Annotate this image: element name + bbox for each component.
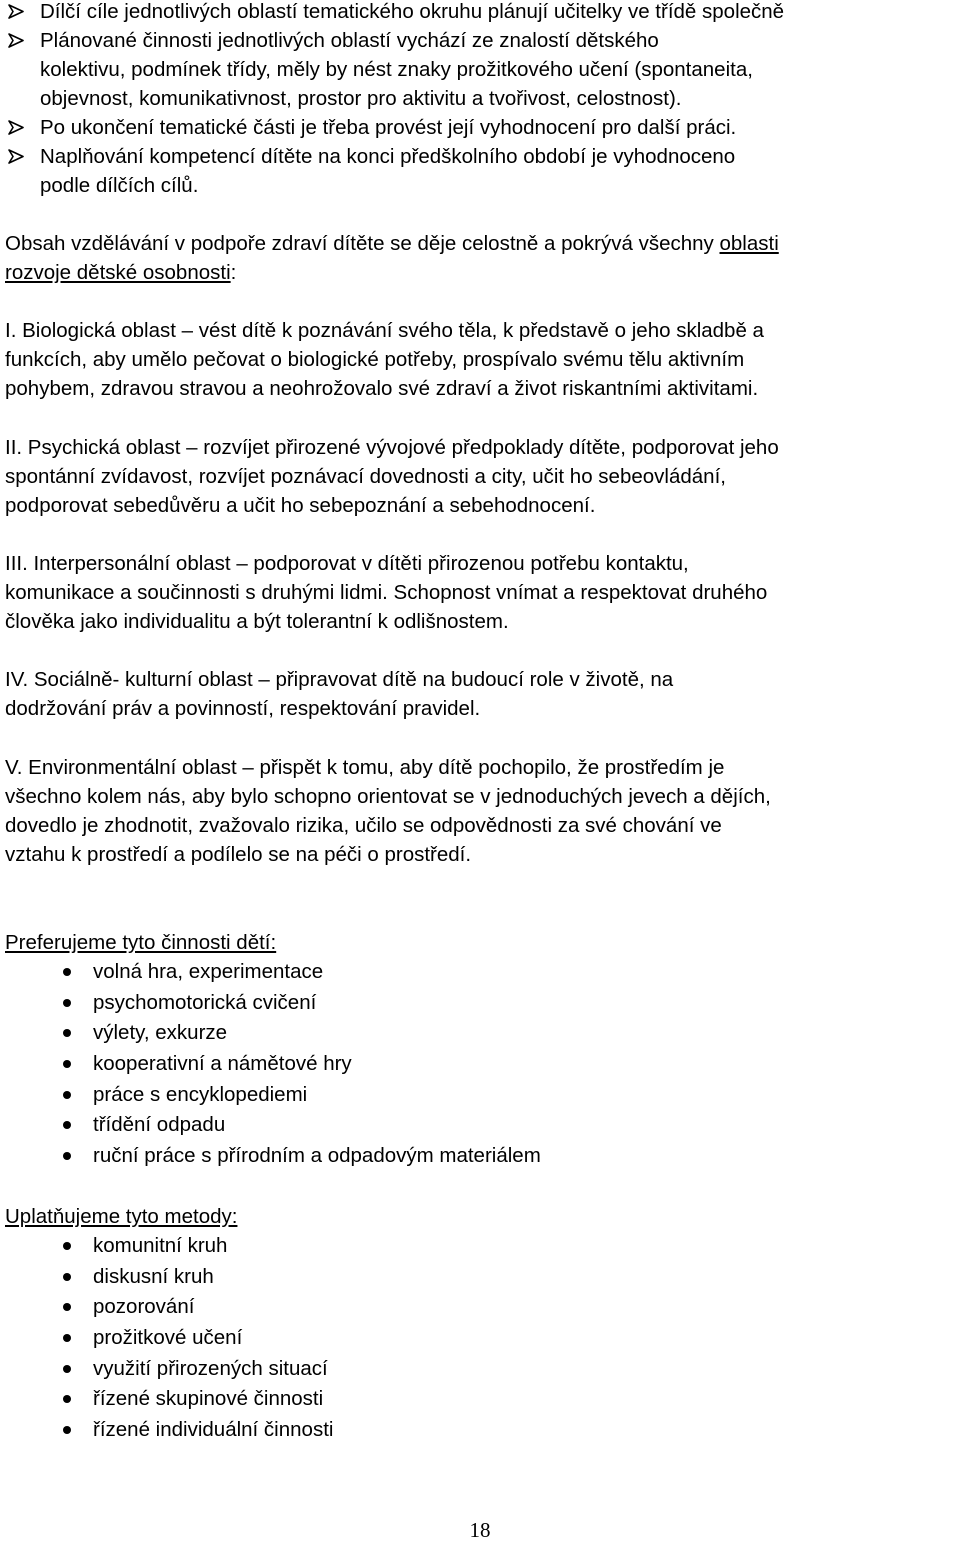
goal-item	[0, 26, 960, 113]
bullet-dot-icon	[63, 968, 71, 976]
area-line: podporovat sebedůvěru a učit ho sebepoznání a sebehodnocení.	[5, 494, 596, 517]
list-item	[0, 1080, 960, 1111]
area-line: člověka jako individualitu a být tolerantní k odlišnostem.	[5, 610, 509, 633]
list-item-label: pozorování	[93, 1295, 195, 1319]
goal-line: Plánované činnosti jednotlivých oblastí vychází ze znalostí dětského	[40, 29, 659, 52]
goal-item	[0, 0, 960, 26]
bullet-dot-icon	[63, 1029, 71, 1037]
list-item-label: práce s encyklopediemi	[93, 1082, 308, 1106]
arrow-bullet-icon	[8, 0, 26, 26]
list-item	[0, 1292, 960, 1323]
intro-paragraph	[5, 229, 960, 287]
list-item	[0, 988, 960, 1019]
area-line: komunikace a součinnosti s druhými lidmi. Schopnost vnímat a respektovat druhého	[5, 581, 768, 604]
goals-list	[0, 0, 960, 200]
list-item	[0, 957, 960, 988]
intro-colon: :	[230, 261, 237, 284]
list-item	[0, 1354, 960, 1385]
list-item	[0, 1141, 960, 1172]
goal-line: kolektivu, podmínek třídy, měly by nést znaky prožitkového učení (spontaneita,	[40, 58, 753, 81]
area-line: I. Biologická oblast – vést dítě k poznávání svého těla, k představě o jeho skladbě a	[5, 319, 764, 342]
arrow-bullet-icon	[8, 113, 26, 142]
list-item-label: řízené individuální činnosti	[93, 1418, 334, 1442]
area-line: spontánní zvídavost, rozvíjet poznávací dovednosti a city, učit ho sebeovládání,	[5, 465, 726, 488]
methods-list	[0, 1231, 960, 1446]
bullet-dot-icon	[63, 1273, 71, 1281]
list-item	[0, 1018, 960, 1049]
intro-text: Obsah vzdělávání v podpoře zdraví dítěte se děje celostně a pokrývá všechny	[5, 232, 720, 255]
goal-item	[0, 113, 960, 142]
area-paragraph-5	[5, 753, 960, 869]
area-line: všechno kolem nás, aby bylo schopno orientovat se v jednoduchých jevech a dějích,	[5, 785, 771, 808]
bullet-dot-icon	[63, 1334, 71, 1342]
area-paragraph-3	[5, 549, 960, 636]
list-item-label: psychomotorická cvičení	[93, 990, 317, 1014]
bullet-dot-icon	[63, 1395, 71, 1403]
list-item-label: ruční práce s přírodním a odpadovým materiálem	[93, 1144, 541, 1168]
activities-list	[0, 957, 960, 1172]
list-item-label: využití přirozených situací	[93, 1356, 328, 1380]
area-paragraph-1	[5, 316, 960, 403]
goal-line: Po ukončení tematické části je třeba provést její vyhodnocení pro další práci.	[40, 116, 737, 139]
bullet-dot-icon	[63, 999, 71, 1007]
bullet-dot-icon	[63, 1426, 71, 1434]
goal-line: podle dílčích cílů.	[40, 174, 199, 197]
area-line: vztahu k prostředí a podílelo se na péči o prostředí.	[5, 843, 472, 866]
list-item-label: komunitní kruh	[93, 1234, 228, 1257]
list-item-label: řízené skupinové činnosti	[93, 1387, 324, 1411]
list-item	[0, 1231, 960, 1262]
list-item-label: výlety, exkurze	[93, 1021, 228, 1045]
bullet-dot-icon	[63, 1365, 71, 1373]
bullet-dot-icon	[63, 1060, 71, 1068]
goal-line: Naplňování kompetencí dítěte na konci předškolního období je vyhodnoceno	[40, 145, 736, 168]
page-number: 18	[469, 1518, 491, 1542]
list-item	[0, 1049, 960, 1080]
activities-heading: Preferujeme tyto činnosti dětí:	[5, 931, 277, 954]
area-line: II. Psychická oblast – rozvíjet přirozené vývojové předpoklady dítěte, podporovat jeho	[5, 436, 779, 459]
arrow-bullet-icon	[8, 26, 26, 55]
arrow-bullet-icon	[8, 142, 26, 171]
area-line: pohybem, zdravou stravou a neohrožovalo své zdraví a život riskantními aktivitami.	[5, 377, 759, 400]
methods-heading: Uplatňujeme tyto metody:	[5, 1205, 238, 1228]
list-item	[0, 1384, 960, 1415]
goal-item	[0, 142, 960, 200]
bullet-dot-icon	[63, 1152, 71, 1160]
intro-underlined: oblasti	[719, 232, 779, 255]
list-item-label: prožitkové učení	[93, 1326, 243, 1350]
intro-line	[5, 258, 960, 287]
area-line: funkcích, aby umělo pečovat o biologické potřeby, prospívalo svému tělu aktivním	[5, 348, 745, 371]
bullet-dot-icon	[63, 1303, 71, 1311]
area-line: dovedlo je zhodnotit, zvažovalo rizika, učilo se odpovědnosti za své chování ve	[5, 814, 722, 837]
list-item	[0, 1415, 960, 1446]
bullet-dot-icon	[63, 1091, 71, 1099]
area-line: dodržování práv a povinností, respektování pravidel.	[5, 697, 481, 720]
area-line: V. Environmentální oblast – přispět k tomu, aby dítě pochopilo, že prostředím je	[5, 756, 725, 779]
area-line: III. Interpersonální oblast – podporovat v dítěti přirozenou potřebu kontaktu,	[5, 552, 689, 575]
intro-line	[5, 229, 960, 258]
area-paragraph-2	[5, 433, 960, 520]
area-line: IV. Sociálně- kulturní oblast – připravovat dítě na budoucí role v životě, na	[5, 668, 674, 691]
bullet-dot-icon	[63, 1121, 71, 1129]
intro-underlined: rozvoje dětské osobnosti	[5, 261, 231, 284]
list-item-label: kooperativní a námětové hry	[93, 1052, 352, 1076]
list-item	[0, 1262, 960, 1293]
goal-line: objevnost, komunikativnost, prostor pro aktivitu a tvořivost, celostnost).	[40, 87, 682, 110]
list-item	[0, 1323, 960, 1354]
bullet-dot-icon	[63, 1242, 71, 1250]
list-item-label: třídění odpadu	[93, 1113, 226, 1137]
area-paragraph-4	[5, 665, 960, 723]
list-item-label: diskusní kruh	[93, 1264, 214, 1288]
goal-line: Dílčí cíle jednotlivých oblastí tematického okruhu plánují učitelky ve třídě společně	[40, 0, 785, 23]
list-item-label: volná hra, experimentace	[93, 960, 324, 983]
list-item	[0, 1110, 960, 1141]
